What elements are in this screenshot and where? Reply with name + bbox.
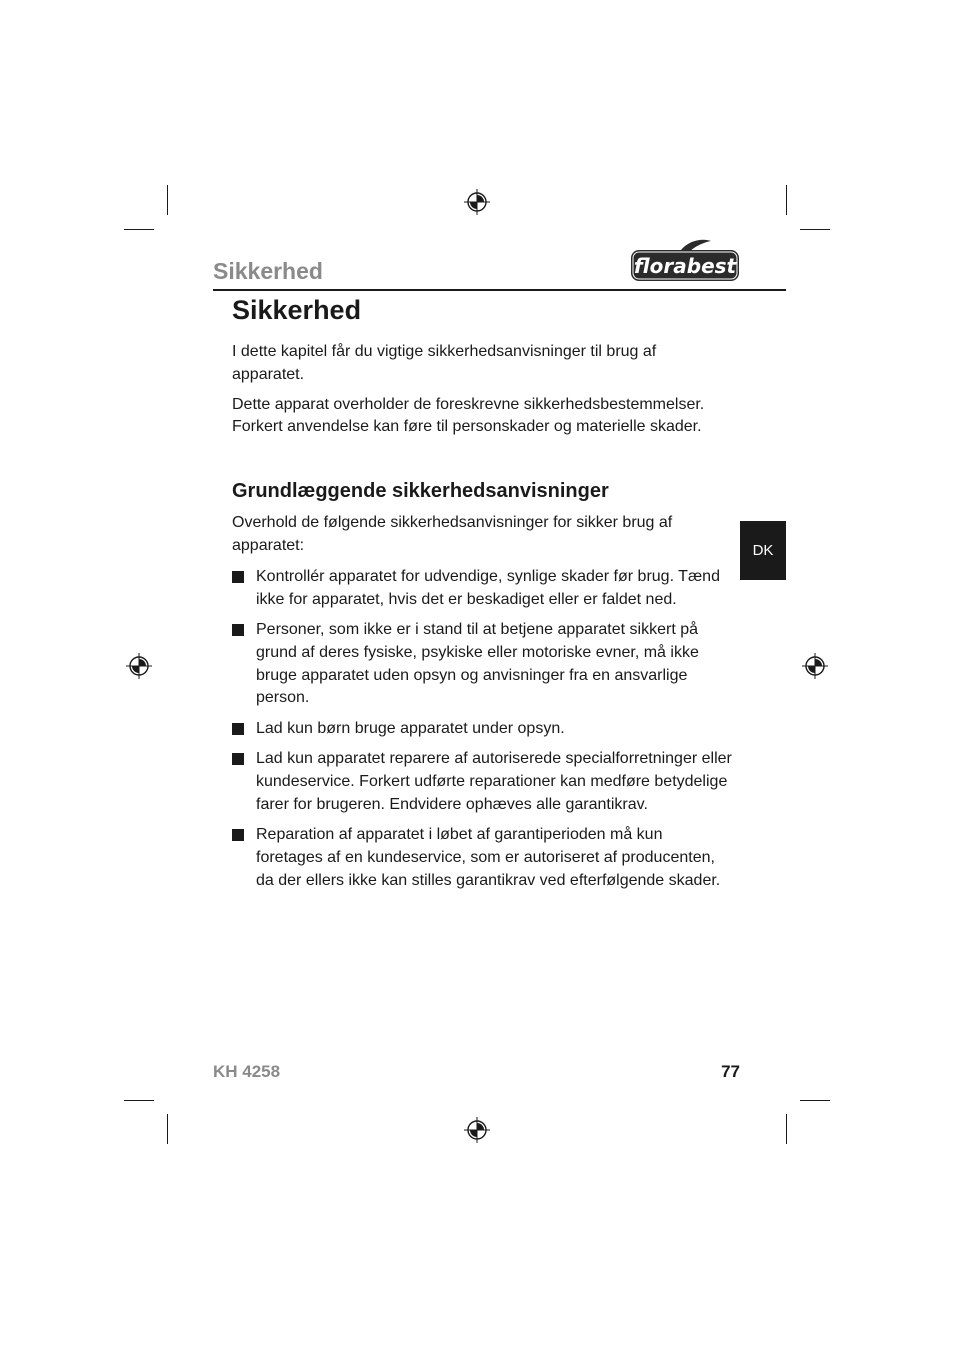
page-number: 77	[721, 1062, 740, 1081]
square-bullet-icon	[232, 571, 244, 583]
intro-paragraph: Dette apparat overholder de foreskrevne sikkerhedsbestemmelser. Forkert anvendelse kan føre til personskader og materielle skader.	[232, 395, 705, 436]
crop-mark	[800, 1100, 830, 1101]
registration-mark-icon	[802, 653, 828, 679]
intro-paragraph: I dette kapitel får du vigtige sikkerhedsanvisninger til brug af apparatet.	[232, 343, 657, 383]
page-title: Sikkerhed	[232, 295, 362, 325]
square-bullet-icon	[232, 753, 244, 765]
section-heading: Grundlæggende sikkerhedsanvisninger	[232, 480, 609, 502]
registration-mark-icon	[464, 1117, 490, 1143]
square-bullet-icon	[232, 624, 244, 636]
square-bullet-icon	[232, 829, 244, 841]
crop-mark	[786, 185, 787, 215]
registration-mark-icon	[126, 653, 152, 679]
safety-list	[232, 566, 732, 900]
intro-text	[232, 341, 732, 446]
list-item-text: Lad kun børn bruge apparatet under opsyn.	[256, 719, 565, 737]
language-tab	[740, 521, 786, 580]
crop-mark	[167, 185, 168, 215]
crop-mark	[124, 1100, 154, 1101]
crop-mark	[786, 1114, 787, 1144]
list-item	[232, 718, 732, 741]
list-item	[232, 824, 732, 892]
list-item	[232, 748, 732, 816]
list-item-text: Lad kun apparatet reparere af autoriserede specialforretninger eller kundeservice. Forkert udførte reparationer kan medføre betydelige farer for brugeren. Endvidere ophæves alle garantikrav.	[256, 750, 732, 813]
footer-model: KH 4258	[213, 1062, 281, 1081]
language-tab-label: DK	[752, 542, 774, 559]
header-divider	[213, 289, 786, 291]
section-intro: Overhold de følgende sikkerhedsanvisninger for sikker brug af apparatet:	[232, 514, 673, 554]
list-item	[232, 619, 732, 710]
crop-mark	[167, 1114, 168, 1144]
square-bullet-icon	[232, 723, 244, 735]
logo-text: florabest	[633, 254, 737, 278]
header-section-title: Sikkerhed	[213, 258, 323, 284]
crop-mark	[800, 229, 830, 230]
list-item-text: Kontrollér apparatet for udvendige, synlige skader før brug. Tænd ikke for apparatet, hvis det er beskadiget eller er faldet ned.	[256, 568, 720, 608]
registration-mark-icon	[464, 189, 490, 215]
list-item-text: Reparation af apparatet i løbet af garantiperioden må kun foretages af en kundeservice, som er autoriseret af producenten, da der ellers ikke kan stilles garantikrav ved efterfølgende skader.	[256, 825, 721, 889]
list-item-text: Personer, som ikke er i stand til at betjene apparatet sikkert på grund af deres fysiske, psykiske eller motoriske evner, må ikke bruge apparatet uden opsyn og anvisninger fra en ansvarlige person.	[256, 621, 699, 707]
florabest-logo	[629, 238, 741, 284]
list-item	[232, 566, 732, 612]
crop-mark	[124, 229, 154, 230]
